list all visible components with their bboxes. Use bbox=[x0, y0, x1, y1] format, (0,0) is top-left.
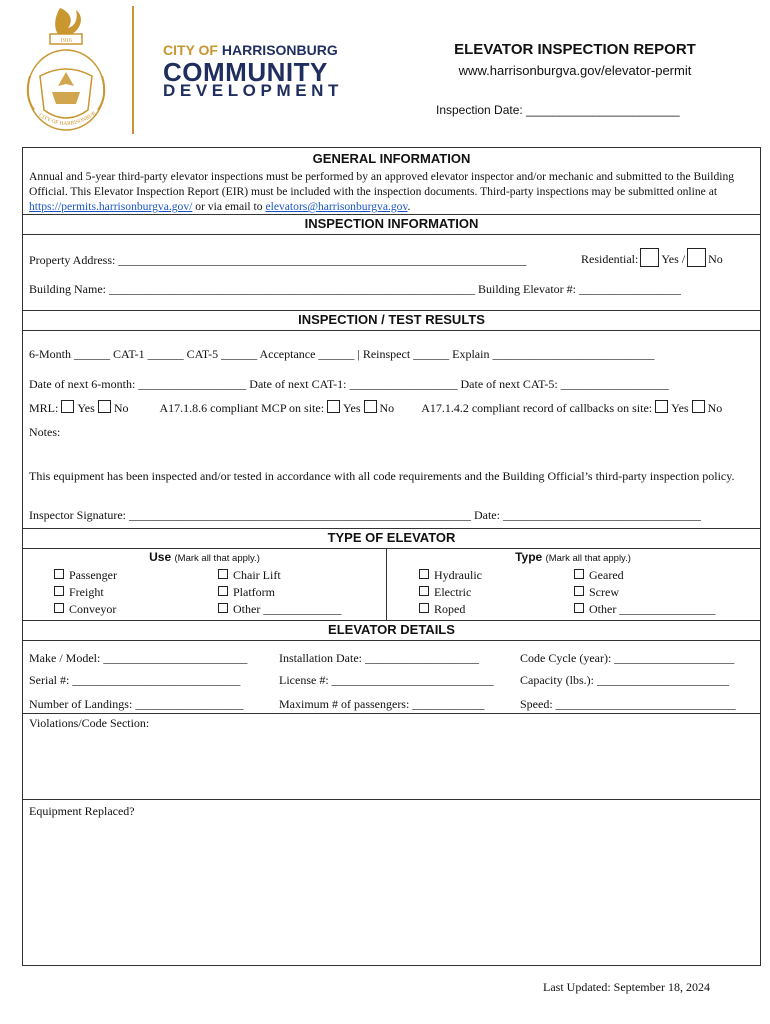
callbacks-yes-label: Yes bbox=[671, 401, 689, 415]
residential-yes-checkbox[interactable] bbox=[640, 248, 659, 267]
use-chair-lift-option[interactable]: Chair Lift bbox=[218, 568, 281, 583]
type-hydraulic-option[interactable]: Hydraulic bbox=[419, 568, 482, 583]
last-updated: Last Updated: September 18, 2024 bbox=[543, 980, 710, 994]
divider bbox=[23, 528, 760, 529]
license-field[interactable]: License #: ___________________________ bbox=[279, 673, 494, 687]
type-other-option[interactable]: Other ________________ bbox=[574, 602, 715, 617]
inspection-type-line[interactable]: 6-Month ______ CAT-1 ______ CAT-5 ______ Acceptance ______ | Reinspect ______ Explain ___________________________ bbox=[29, 347, 655, 361]
brand-development: DEVELOPMENT bbox=[163, 81, 344, 100]
certification-statement: This equipment has been inspected and/or tested in accordance with all code requirements and the Building Official’s third-party inspection policy. bbox=[29, 469, 735, 483]
type-electric-option[interactable]: Electric bbox=[419, 585, 471, 600]
building-name-field[interactable]: Building Name: _____________________________________________________________ Building Elevator #: _________________ bbox=[29, 282, 681, 296]
residential-yes-label: Yes / bbox=[661, 252, 686, 266]
divider bbox=[23, 330, 760, 331]
equipment-replaced-field[interactable]: Equipment Replaced? bbox=[29, 804, 135, 818]
type-geared-option[interactable]: Geared bbox=[574, 568, 624, 583]
mcp-no-label: No bbox=[379, 401, 395, 415]
mrl-label: MRL: bbox=[29, 401, 59, 415]
divider bbox=[23, 548, 760, 549]
general-information-heading: GENERAL INFORMATION bbox=[312, 151, 471, 166]
violations-field[interactable]: Violations/Code Section: bbox=[29, 716, 150, 730]
seal-text: CITY OF HARRISONBUR bbox=[37, 110, 98, 128]
divider bbox=[23, 214, 760, 215]
mcp-label: A17.1.8.6 compliant MCP on site: bbox=[159, 401, 325, 415]
brand-line-1 bbox=[163, 42, 338, 58]
divider bbox=[23, 640, 760, 641]
mcp-yes-label: Yes bbox=[343, 401, 361, 415]
divider bbox=[23, 234, 760, 235]
inspection-information-heading: INSPECTION INFORMATION bbox=[304, 216, 479, 231]
max-passengers-field[interactable]: Maximum # of passengers: ____________ bbox=[279, 697, 485, 711]
permits-link[interactable]: https://permits.harrisonburgva.gov/ bbox=[29, 200, 193, 213]
serial-field[interactable]: Serial #: ____________________________ bbox=[29, 673, 241, 687]
type-screw-option[interactable]: Screw bbox=[574, 585, 619, 600]
mcp-yes-checkbox[interactable] bbox=[327, 400, 340, 413]
email-link[interactable]: elevators@harrisonburgva.gov bbox=[265, 200, 408, 213]
speed-field[interactable]: Speed: ______________________________ bbox=[520, 697, 736, 711]
residential-options bbox=[581, 248, 723, 267]
next-dates-line[interactable]: Date of next 6-month: __________________ Date of next CAT-1: __________________ Date of next CAT-5: __________________ bbox=[29, 377, 669, 391]
inspection-date-field[interactable]: Inspection Date: _______________________ bbox=[436, 103, 680, 117]
use-heading: Use (Mark all that apply.) bbox=[149, 550, 260, 564]
mrl-yes-label: Yes bbox=[77, 401, 95, 415]
callbacks-label: A17.1.4.2 compliant record of callbacks on site: bbox=[421, 401, 653, 415]
residential-label: Residential: bbox=[581, 252, 639, 266]
header-divider bbox=[132, 6, 134, 134]
capacity-field[interactable]: Capacity (lbs.): ______________________ bbox=[520, 673, 729, 687]
use-conveyor-option[interactable]: Conveyor bbox=[54, 602, 116, 617]
use-platform-option[interactable]: Platform bbox=[218, 585, 275, 600]
residential-no-checkbox[interactable] bbox=[687, 248, 706, 267]
divider bbox=[23, 620, 760, 621]
inspection-form bbox=[22, 147, 761, 966]
notes-field[interactable]: Notes: bbox=[29, 425, 61, 439]
mrl-yes-checkbox[interactable] bbox=[61, 400, 74, 413]
use-other-option[interactable]: Other _____________ bbox=[218, 602, 341, 617]
city-seal-logo bbox=[20, 6, 112, 136]
elevator-details-heading: ELEVATOR DETAILS bbox=[328, 622, 455, 637]
make-model-field[interactable]: Make / Model: ________________________ bbox=[29, 651, 248, 665]
divider bbox=[23, 713, 760, 714]
landings-field[interactable]: Number of Landings: __________________ bbox=[29, 697, 244, 711]
inspector-signature-field[interactable]: Inspector Signature: _________________________________________________________ Date: _________________________________ bbox=[29, 508, 701, 522]
mcp-no-checkbox[interactable] bbox=[364, 400, 377, 413]
report-title: ELEVATOR INSPECTION REPORT bbox=[454, 41, 696, 58]
divider bbox=[23, 310, 760, 311]
code-cycle-field[interactable]: Code Cycle (year): ____________________ bbox=[520, 651, 735, 665]
type-heading: Type (Mark all that apply.) bbox=[515, 550, 631, 564]
compliance-line bbox=[29, 400, 722, 416]
mrl-no-label: No bbox=[113, 401, 129, 415]
mrl-no-checkbox[interactable] bbox=[98, 400, 111, 413]
divider bbox=[23, 799, 760, 800]
test-results-heading: INSPECTION / TEST RESULTS bbox=[298, 312, 485, 327]
type-of-elevator-heading: TYPE OF ELEVATOR bbox=[327, 530, 456, 545]
residential-no-label: No bbox=[708, 252, 723, 266]
brand-harrisonburg: HARRISONBURG bbox=[221, 42, 338, 58]
use-freight-option[interactable]: Freight bbox=[54, 585, 104, 600]
general-information-text: Annual and 5-year third-party elevator inspections must be performed by an approved elevator inspector and/or mechanic and submitted to the Building Official. This Elevator Inspection Report (EIR) must be included with the inspection documents. Third-party inspections may be submitted online at https://permits.harrisonburgva.gov/ or via email to elevators@harrisonburgva.gov. bbox=[29, 170, 735, 213]
report-url[interactable]: www.harrisonburgva.gov/elevator-permit bbox=[458, 63, 692, 78]
brand-community: COMMUNITY bbox=[163, 57, 328, 87]
installation-date-field[interactable]: Installation Date: ___________________ bbox=[279, 651, 479, 665]
property-address-field[interactable]: Property Address: ____________________________________________________________________ bbox=[29, 253, 527, 267]
brand-city-of: CITY OF bbox=[163, 42, 218, 58]
callbacks-no-checkbox[interactable] bbox=[692, 400, 705, 413]
callbacks-yes-checkbox[interactable] bbox=[655, 400, 668, 413]
callbacks-no-label: No bbox=[707, 401, 723, 415]
use-passenger-option[interactable]: Passenger bbox=[54, 568, 117, 583]
type-roped-option[interactable]: Roped bbox=[419, 602, 465, 617]
seal-year: 1916 bbox=[60, 38, 72, 44]
